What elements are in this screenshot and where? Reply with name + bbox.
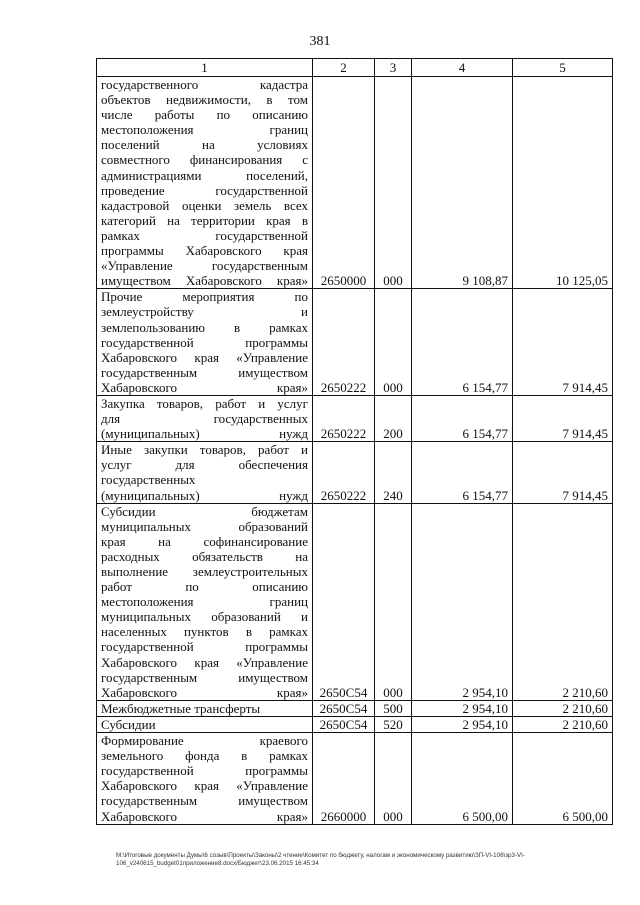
target-article-code: 2650222 bbox=[313, 395, 375, 441]
row-name-line: Межбюджетные трансферты bbox=[101, 700, 261, 716]
expense-type-code: 000 bbox=[375, 503, 412, 700]
row-name-line: земельного фонда в рамках bbox=[101, 748, 308, 764]
table-row bbox=[97, 733, 613, 825]
row-name-line: совместного финансирования с bbox=[101, 152, 308, 168]
row-name-line: администрациями поселений, bbox=[101, 167, 308, 183]
row-name-line: государственного кадастра bbox=[101, 77, 308, 92]
row-name-line: государственной программы bbox=[101, 639, 308, 655]
row-name-cell bbox=[97, 716, 313, 732]
table-row bbox=[97, 289, 613, 396]
footer-path-line: 106_v240615_budget01приложение8.docx/Бюджет\23.06.2015 16:45:34 bbox=[116, 860, 319, 867]
column-header: 3 bbox=[375, 59, 412, 77]
amount-2016: 6 154,77 bbox=[412, 442, 513, 503]
row-name-line: Иные закупки товаров, работ и bbox=[101, 442, 308, 458]
amount-2017: 6 500,00 bbox=[513, 733, 613, 825]
amount-2017: 7 914,45 bbox=[513, 289, 613, 396]
row-name-line: категорий на территории края в bbox=[101, 212, 308, 228]
row-name-line: (муниципальных) нужд bbox=[101, 487, 308, 503]
expense-type-code: 520 bbox=[375, 716, 412, 732]
row-name-cell bbox=[97, 733, 313, 825]
amount-2017: 10 125,05 bbox=[513, 77, 613, 289]
row-name-line: выполнение землеустроительных bbox=[101, 564, 308, 579]
budget-table bbox=[96, 58, 613, 825]
row-name-line: для государственных bbox=[101, 411, 308, 427]
row-name-line: государственным имуществом bbox=[101, 669, 308, 685]
row-name-line: местоположения границ bbox=[101, 594, 308, 610]
amount-2016: 6 154,77 bbox=[412, 289, 513, 396]
target-article-code: 2650222 bbox=[313, 442, 375, 503]
row-name-line: государственных bbox=[101, 472, 196, 488]
row-name-line: рамках государственной bbox=[101, 227, 308, 243]
expense-type-code: 200 bbox=[375, 395, 412, 441]
row-name-line: услуг для обеспечения bbox=[101, 457, 308, 473]
target-article-code: 2650С54 bbox=[313, 716, 375, 732]
expense-type-code: 000 bbox=[375, 77, 412, 289]
footer-path-line: M:\Итоговые документы Думы\6 созыв\Проекты\Законы\2 чтение\Комитет по бюджету, налогам и экономическому развитию\ЗП-VI-106\зр3-VI- bbox=[116, 852, 525, 859]
table-row bbox=[97, 700, 613, 716]
row-name-line: имуществом Хабаровского края» bbox=[101, 273, 308, 289]
row-name-line: Хабаровского края «Управление bbox=[101, 654, 308, 670]
row-name-line: Формирование краевого bbox=[101, 733, 308, 749]
column-header: 2 bbox=[313, 59, 375, 77]
row-name-line: числе работы по описанию bbox=[101, 107, 308, 123]
row-name-cell bbox=[97, 700, 313, 716]
expense-type-code: 240 bbox=[375, 442, 412, 503]
row-name-cell bbox=[97, 442, 313, 503]
row-name-line: Закупка товаров, работ и услуг bbox=[101, 395, 308, 411]
target-article-code: 2650С54 bbox=[313, 700, 375, 716]
page-number: 381 bbox=[309, 34, 331, 49]
amount-2017: 7 914,45 bbox=[513, 442, 613, 503]
amount-2017: 2 210,60 bbox=[513, 716, 613, 732]
row-name-line: землепользованию в рамках bbox=[101, 319, 308, 335]
amount-2016: 6 500,00 bbox=[412, 733, 513, 825]
row-name-line: поселений на условиях bbox=[101, 137, 308, 153]
amount-2017: 2 210,60 bbox=[513, 700, 613, 716]
target-article-code: 2650С54 bbox=[313, 503, 375, 700]
row-name-line: Субсидии бюджетам bbox=[101, 503, 308, 519]
column-header: 5 bbox=[513, 59, 613, 77]
row-name-line: Прочие мероприятия по bbox=[101, 289, 308, 305]
row-name-line: Хабаровского края» bbox=[101, 684, 308, 700]
row-name-line: «Управление государственным bbox=[101, 258, 308, 274]
row-name-line: Хабаровского края» bbox=[101, 808, 308, 824]
row-name-line: населенных пунктов в рамках bbox=[101, 624, 308, 640]
row-name-line: кадастровой оценки земель всех bbox=[101, 197, 308, 213]
row-name-cell bbox=[97, 395, 313, 441]
row-name-line: края на софинансирование bbox=[101, 533, 308, 549]
amount-2017: 2 210,60 bbox=[513, 503, 613, 700]
row-name-line: государственным имуществом bbox=[101, 364, 308, 380]
row-name-line: (муниципальных) нужд bbox=[101, 426, 308, 442]
document-footer bbox=[116, 852, 616, 868]
column-header: 1 bbox=[97, 59, 313, 77]
amount-2016: 9 108,87 bbox=[412, 77, 513, 289]
target-article-code: 2650222 bbox=[313, 289, 375, 396]
table-row bbox=[97, 716, 613, 732]
row-name-line: Субсидии bbox=[101, 716, 156, 732]
row-name-cell bbox=[97, 77, 313, 289]
expense-type-code: 000 bbox=[375, 289, 412, 396]
column-header: 4 bbox=[412, 59, 513, 77]
row-name-line: Хабаровского края «Управление bbox=[101, 349, 308, 365]
amount-2016: 2 954,10 bbox=[412, 716, 513, 732]
expense-type-code: 000 bbox=[375, 733, 412, 825]
row-name-line: муниципальных образований bbox=[101, 518, 308, 534]
row-name-cell bbox=[97, 503, 313, 700]
row-name-line: Хабаровского края» bbox=[101, 379, 308, 395]
row-name-cell bbox=[97, 289, 313, 396]
row-name-line: работ по описанию bbox=[101, 579, 308, 595]
table-row bbox=[97, 77, 613, 289]
amount-2016: 2 954,10 bbox=[412, 700, 513, 716]
row-name-line: проведение государственной bbox=[101, 182, 308, 198]
row-name-line: государственной программы bbox=[101, 334, 308, 350]
table-row bbox=[97, 442, 613, 503]
row-name-line: государственным имуществом bbox=[101, 793, 308, 809]
row-name-line: расходных обязательств на bbox=[101, 548, 308, 564]
row-name-line: программы Хабаровского края bbox=[101, 243, 308, 259]
row-name-line: государственной программы bbox=[101, 763, 308, 779]
table-row bbox=[97, 395, 613, 441]
table-header-row bbox=[97, 59, 613, 77]
row-name-line: муниципальных образований и bbox=[101, 609, 308, 625]
row-name-line: объектов недвижимости, в том bbox=[101, 92, 308, 108]
row-name-line: местоположения границ bbox=[101, 122, 308, 138]
amount-2016: 6 154,77 bbox=[412, 395, 513, 441]
target-article-code: 2650000 bbox=[313, 77, 375, 289]
amount-2016: 2 954,10 bbox=[412, 503, 513, 700]
table-row bbox=[97, 503, 613, 700]
row-name-line: Хабаровского края «Управление bbox=[101, 778, 308, 794]
row-name-line: землеустройству и bbox=[101, 304, 308, 320]
amount-2017: 7 914,45 bbox=[513, 395, 613, 441]
expense-type-code: 500 bbox=[375, 700, 412, 716]
target-article-code: 2660000 bbox=[313, 733, 375, 825]
